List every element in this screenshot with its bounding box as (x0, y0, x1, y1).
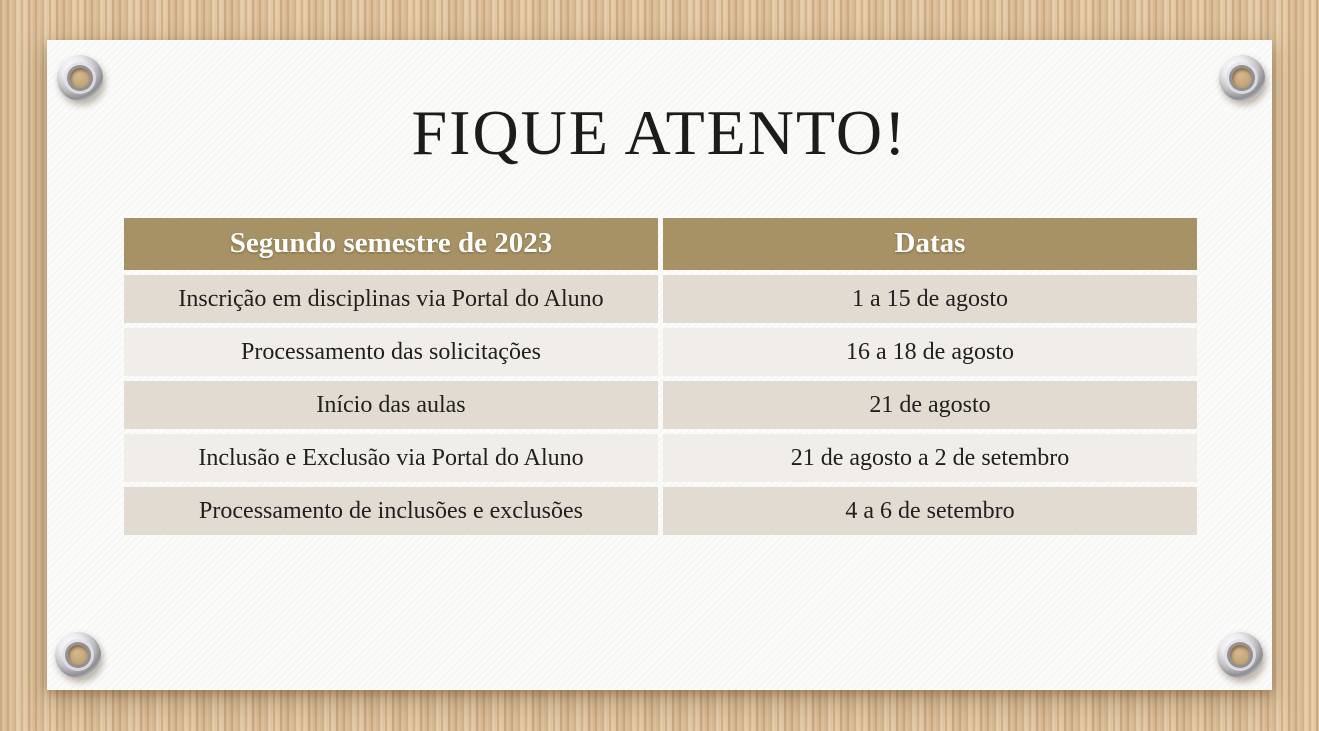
table-cell-date: 16 a 18 de agosto (663, 328, 1197, 376)
grommet-icon-bottom-left (55, 632, 101, 678)
table-cell-event: Processamento das solicitações (124, 328, 658, 376)
table-cell-date: 21 de agosto (663, 381, 1197, 429)
grommet-icon-top-left (57, 55, 103, 101)
table-header-semester: Segundo semestre de 2023 (124, 218, 658, 270)
schedule-table (124, 218, 1197, 535)
table-cell-event: Início das aulas (124, 381, 658, 429)
table-cell-date: 21 de agosto a 2 de setembro (663, 434, 1197, 482)
table-header-dates: Datas (663, 218, 1197, 270)
table-cell-event: Inclusão e Exclusão via Portal do Aluno (124, 434, 658, 482)
table-cell-date: 4 a 6 de setembro (663, 487, 1197, 535)
slide-title: FIQUE ATENTO! (411, 97, 908, 168)
grommet-icon-top-right (1219, 55, 1265, 101)
table-cell-event: Processamento de inclusões e exclusões (124, 487, 658, 535)
table-cell-event: Inscrição em disciplinas via Portal do Aluno (124, 275, 658, 323)
grommet-icon-bottom-right (1217, 632, 1263, 678)
slide-paper-sheet (47, 40, 1272, 690)
table-cell-date: 1 a 15 de agosto (663, 275, 1197, 323)
